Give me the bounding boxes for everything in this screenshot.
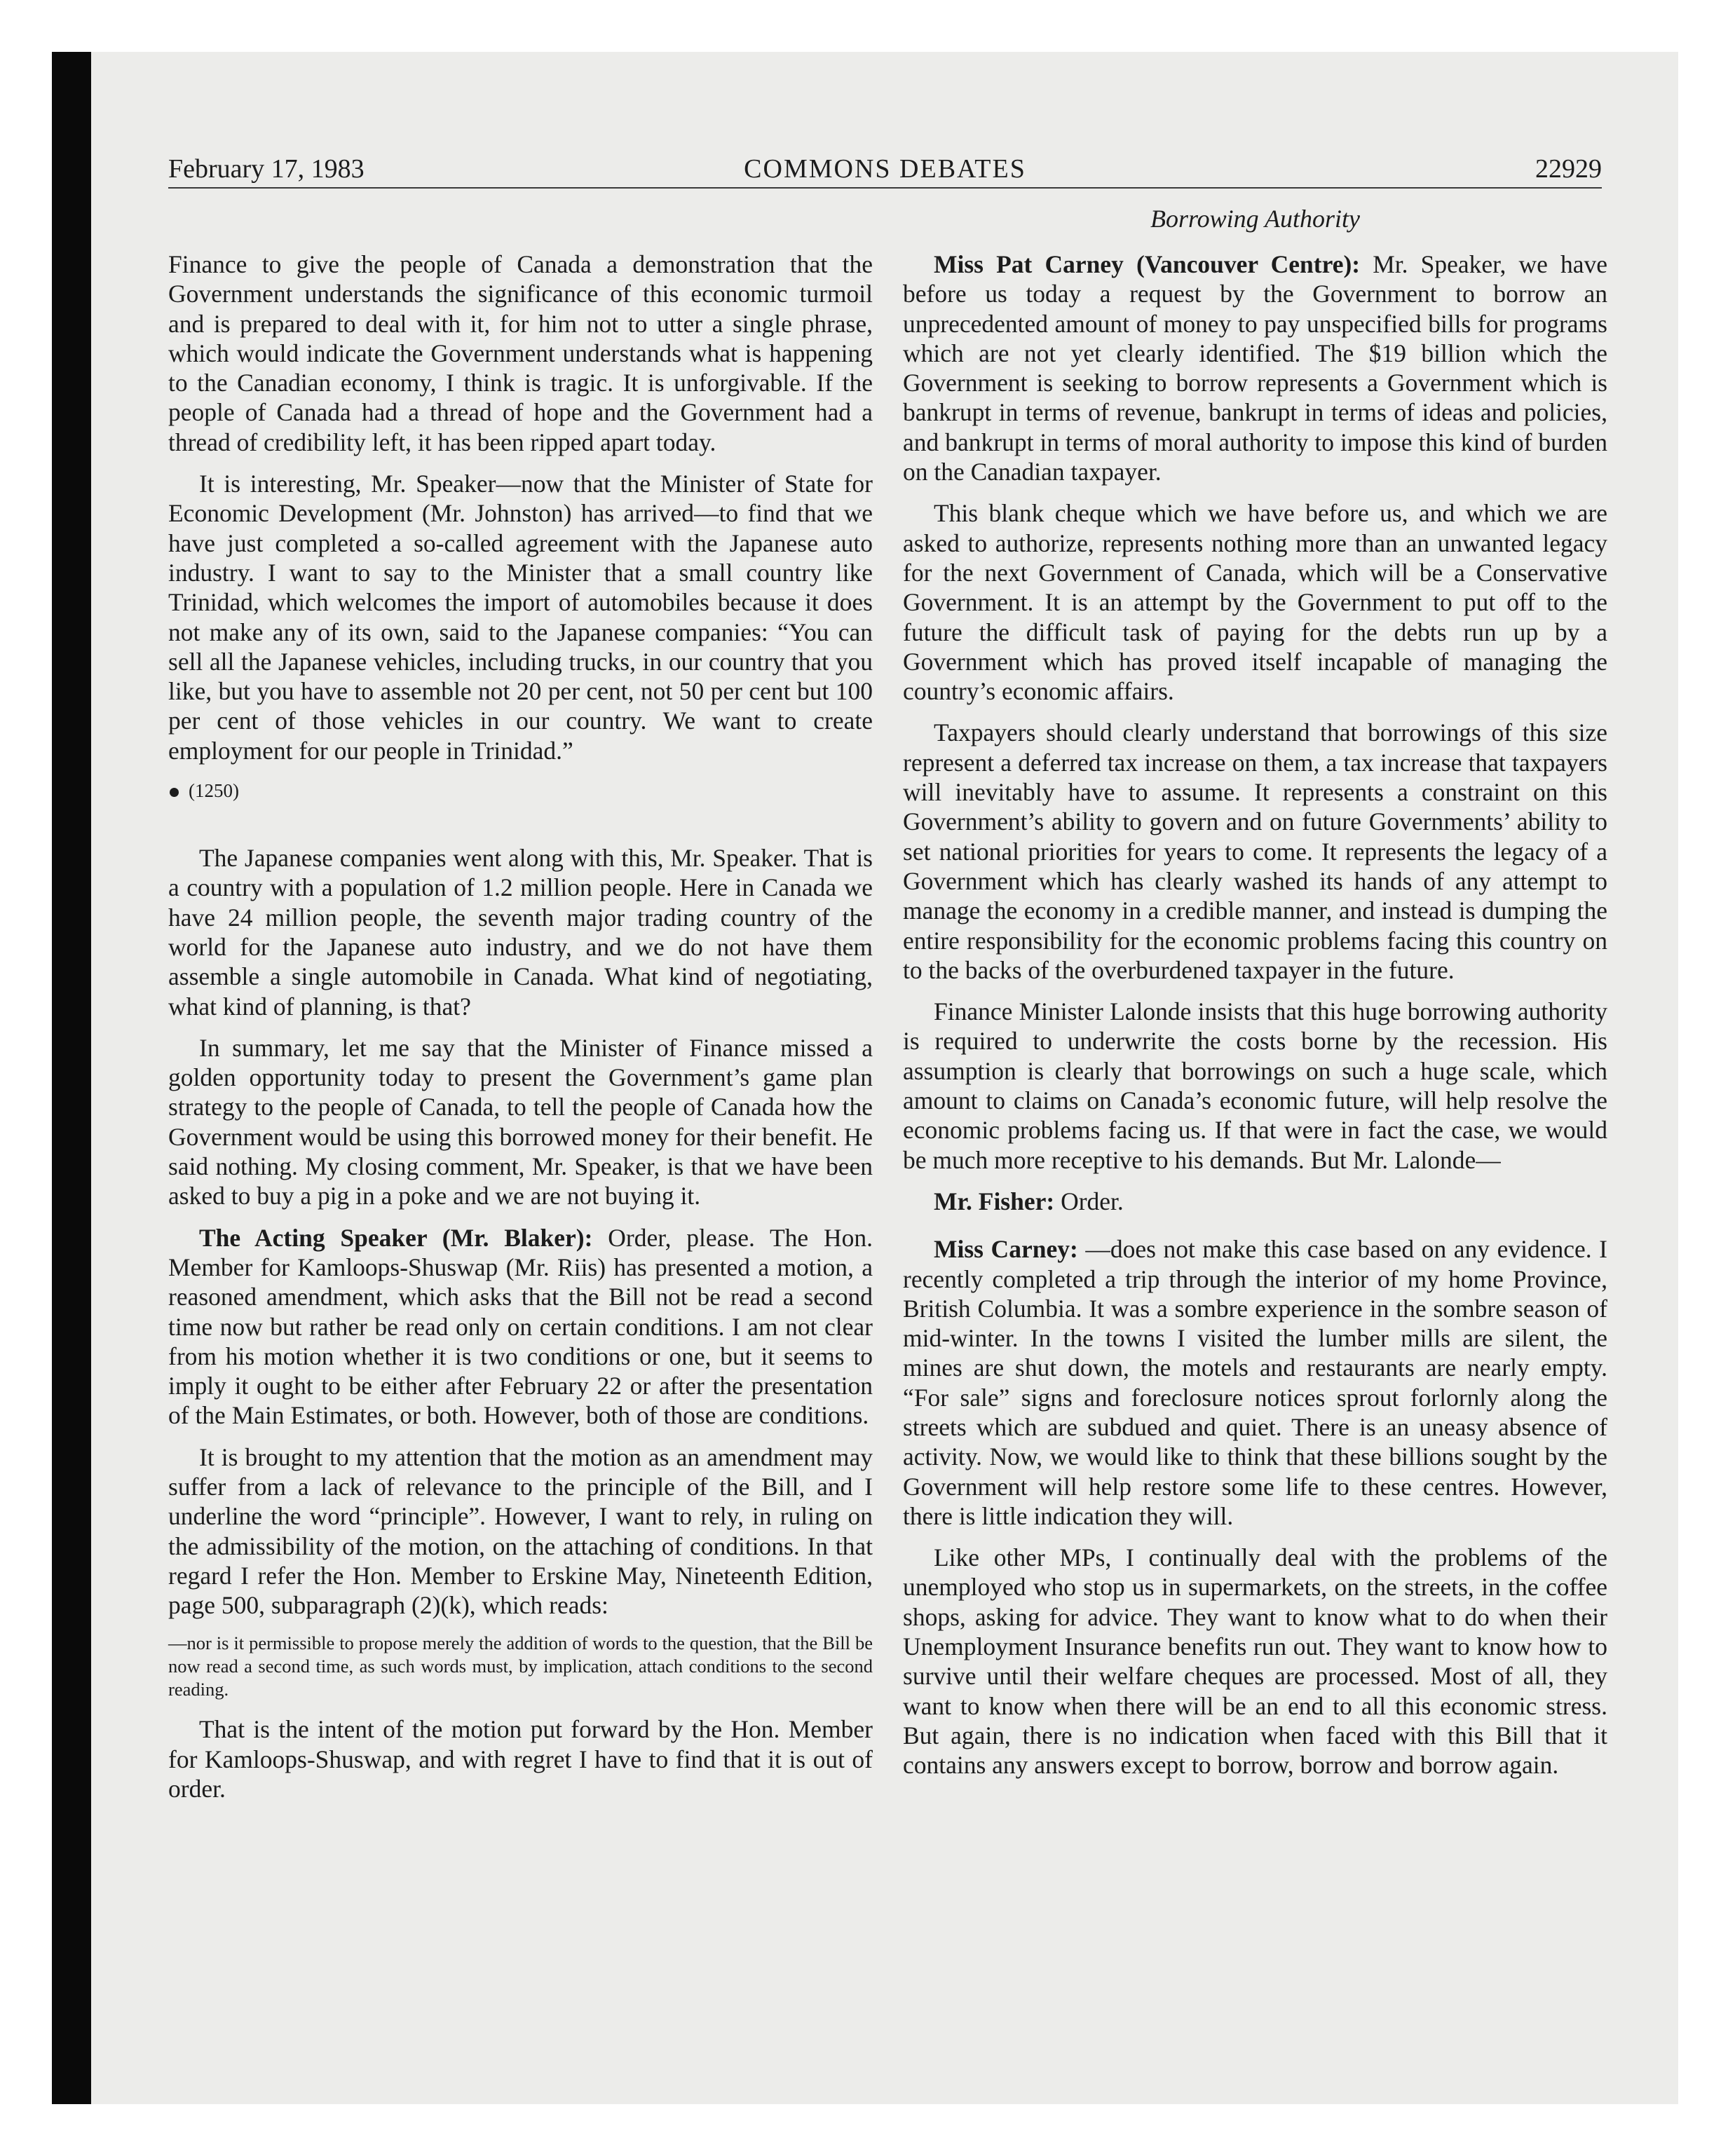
speech-text: Mr. Speaker, we have before us today a request by the Government to borrow an unprecedented amount of money to pay unspecified bills for programs which are not yet clearly identified. The $19 billion which the Government is seeking to borrow represents a Government which is bankrupt in terms of revenue, bankrupt in terms of ideas and policies, and bankrupt in terms of moral authority to impose this kind of burden on the Canadian taxpayer. <box>903 250 1608 486</box>
speaker-name: Miss Carney: <box>934 1235 1078 1264</box>
header-page-number: 22929 <box>1535 154 1602 184</box>
paragraph <box>168 1223 873 1431</box>
header-publication-title: COMMONS DEBATES <box>744 154 1026 184</box>
paragraph: It is interesting, Mr. Speaker—now that the Minister of State for Economic Development (Mr. Johnston) has arrived—to find that we have just completed a so-called agreement with the Japanese auto industry. I want to say to the Minister that a small country like Trinidad, which welcomes the import of automobiles because it does not make any of its own, said to the Japanese companies: “You can sell all the Japanese vehicles, including trucks, in our country that you like, but you have to assemble not 20 per cent, not 50 per cent but 100 per cent of those vehicles in our country. We want to create employment for our people in Trinidad.” <box>168 470 873 765</box>
header-rule <box>168 187 1602 189</box>
header-date: February 17, 1983 <box>168 154 365 184</box>
paragraph: The Japanese companies went along with this, Mr. Speaker. That is a country with a population of 1.2 million people. Here in Canada we have 24 million people, the seventh major trading country of the world for the Japanese auto industry, and we do not have them assemble a single automobile in Canada. What kind of negotiating, what kind of planning, is that? <box>168 844 873 1021</box>
paragraph: Finance to give the people of Canada a demonstration that the Government understands the significance of this economic turmoil and is prepared to deal with it, for him not to utter a single phrase, which would indicate the Government understands what is happening to the Canadian economy, I think is tragic. It is unforgivable. If the people of Canada had a thread of hope and the Government had a thread of credibility left, it has been ripped apart today. <box>168 250 873 456</box>
block-quote: —nor is it permissible to propose merely the addition of words to the question, that the Bill be now read a second time, as such words must, by implication, attach conditions to the second reading. <box>168 1632 873 1700</box>
speech-text: Order. <box>1061 1187 1124 1215</box>
paragraph: Taxpayers should clearly understand that borrowings of this size represent a deferred tax increase on them, a tax increase that taxpayers will inevitably have to assume. It represents a constraint on this Government’s ability to govern and on future Governments’ ability to set national priorities for years to come. It represents the legacy of a Government which has clearly washed its hands of any attempt to manage the economy in a credible manner, and instead is dumping the entire responsibility for the economic problems facing this country on to the backs of the overburdened taxpayer in the future. <box>903 718 1607 984</box>
speech-text: —does not make this case based on any evidence. I recently completed a trip through the interior of my home Province, British Columbia. It was a sombre experience in the sombre season of mid-winter. In the towns I visited the lumber mills are silent, the mines are shut down, the motels and restaurants are nearly empty. “For sale” signs and foreclosure notices sprout forlornly along the streets which are subdued and quiet. There is an uneasy absence of activity. Now, we would like to think that these billions sought by the Government will help restore some life to these centres. However, there is little indication they will. <box>903 1235 1608 1530</box>
time-marker-label: (1250) <box>189 780 239 802</box>
running-header <box>168 151 1602 186</box>
speech-text: Order, please. The Hon. Member for Kamloops-Shuswap (Mr. Riis) has presented a motion, a reasoned amendment, which asks that the Bill not be read a second time now but rather be read only on certain conditions. I am not clear from his motion whether it is two conditions or one, but it seems to imply it ought to be either after February 22 or after the presentation of the Main Estimates, or both. However, both of those are conditions. <box>168 1223 873 1430</box>
paragraph: It is brought to my attention that the motion as an amendment may suffer from a lack of relevance to the principle of the Bill, and I underline the word “principle”. However, I want to rely, in ruling on the admissibility of the motion, on the attaching of conditions. In that regard I refer the Hon. Member to Erskine May, Nineteenth Edition, page 500, subparagraph (2)(k), which reads: <box>168 1442 873 1620</box>
paragraph: That is the intent of the motion put forward by the Hon. Member for Kamloops-Shuswap, and with regret I have to find that it is out of order. <box>168 1715 873 1803</box>
speaker-name: Mr. Fisher: <box>934 1187 1055 1215</box>
paragraph: Like other MPs, I continually deal with the problems of the unemployed who stop us in supermarkets, on the streets, in the coffee shops, asking for advice. They want to know what to do when their Unemployment Insurance benefits run out. They want to know how to survive until their welfare cheques are processed. Most of all, they want to know when there will be an end to all this economic stress. But again, there is no indication when faced with this Bill that it contains any answers except to borrow, borrow and borrow again. <box>903 1543 1607 1780</box>
paragraph <box>903 1187 1607 1216</box>
bullet-icon <box>170 788 179 797</box>
paragraph <box>903 1234 1607 1531</box>
paragraph: Finance Minister Lalonde insists that this huge borrowing authority is required to underwrite the costs borne by the recession. His assumption is clearly that borrowings on such a huge scale, which amount to claims on Canada’s economic future, will help resolve the economic problems facing us. If that were in fact the case, we would be much more receptive to his demands. But Mr. Lalonde— <box>903 997 1607 1174</box>
time-marker <box>168 777 873 804</box>
right-column <box>903 250 1607 1792</box>
left-column <box>168 250 873 1815</box>
paragraph: In summary, let me say that the Minister of Finance missed a golden opportunity today to present the Government’s game plan strategy to the people of Canada, to tell the people of Canada how the Government would be using this borrowed money for their benefit. He said nothing. My closing comment, Mr. Speaker, is that we have been asked to buy a pig in a poke and we are not buying it. <box>168 1033 873 1210</box>
paragraph <box>903 250 1607 486</box>
binding-edge <box>52 52 91 2104</box>
speaker-name: The Acting Speaker (Mr. Blaker): <box>199 1223 593 1252</box>
paragraph: This blank cheque which we have before us, and which we are asked to authorize, represents nothing more than an unwanted legacy for the next Government of Canada, which will be a Conservative Government. It is an attempt by the Government to put off to the future the difficult task of paying for the debts run up by a Government which has proved itself incapable of managing the country’s economic affairs. <box>903 499 1607 706</box>
section-title: Borrowing Authority <box>1150 205 1361 233</box>
speaker-name: Miss Pat Carney (Vancouver Centre): <box>934 250 1361 278</box>
